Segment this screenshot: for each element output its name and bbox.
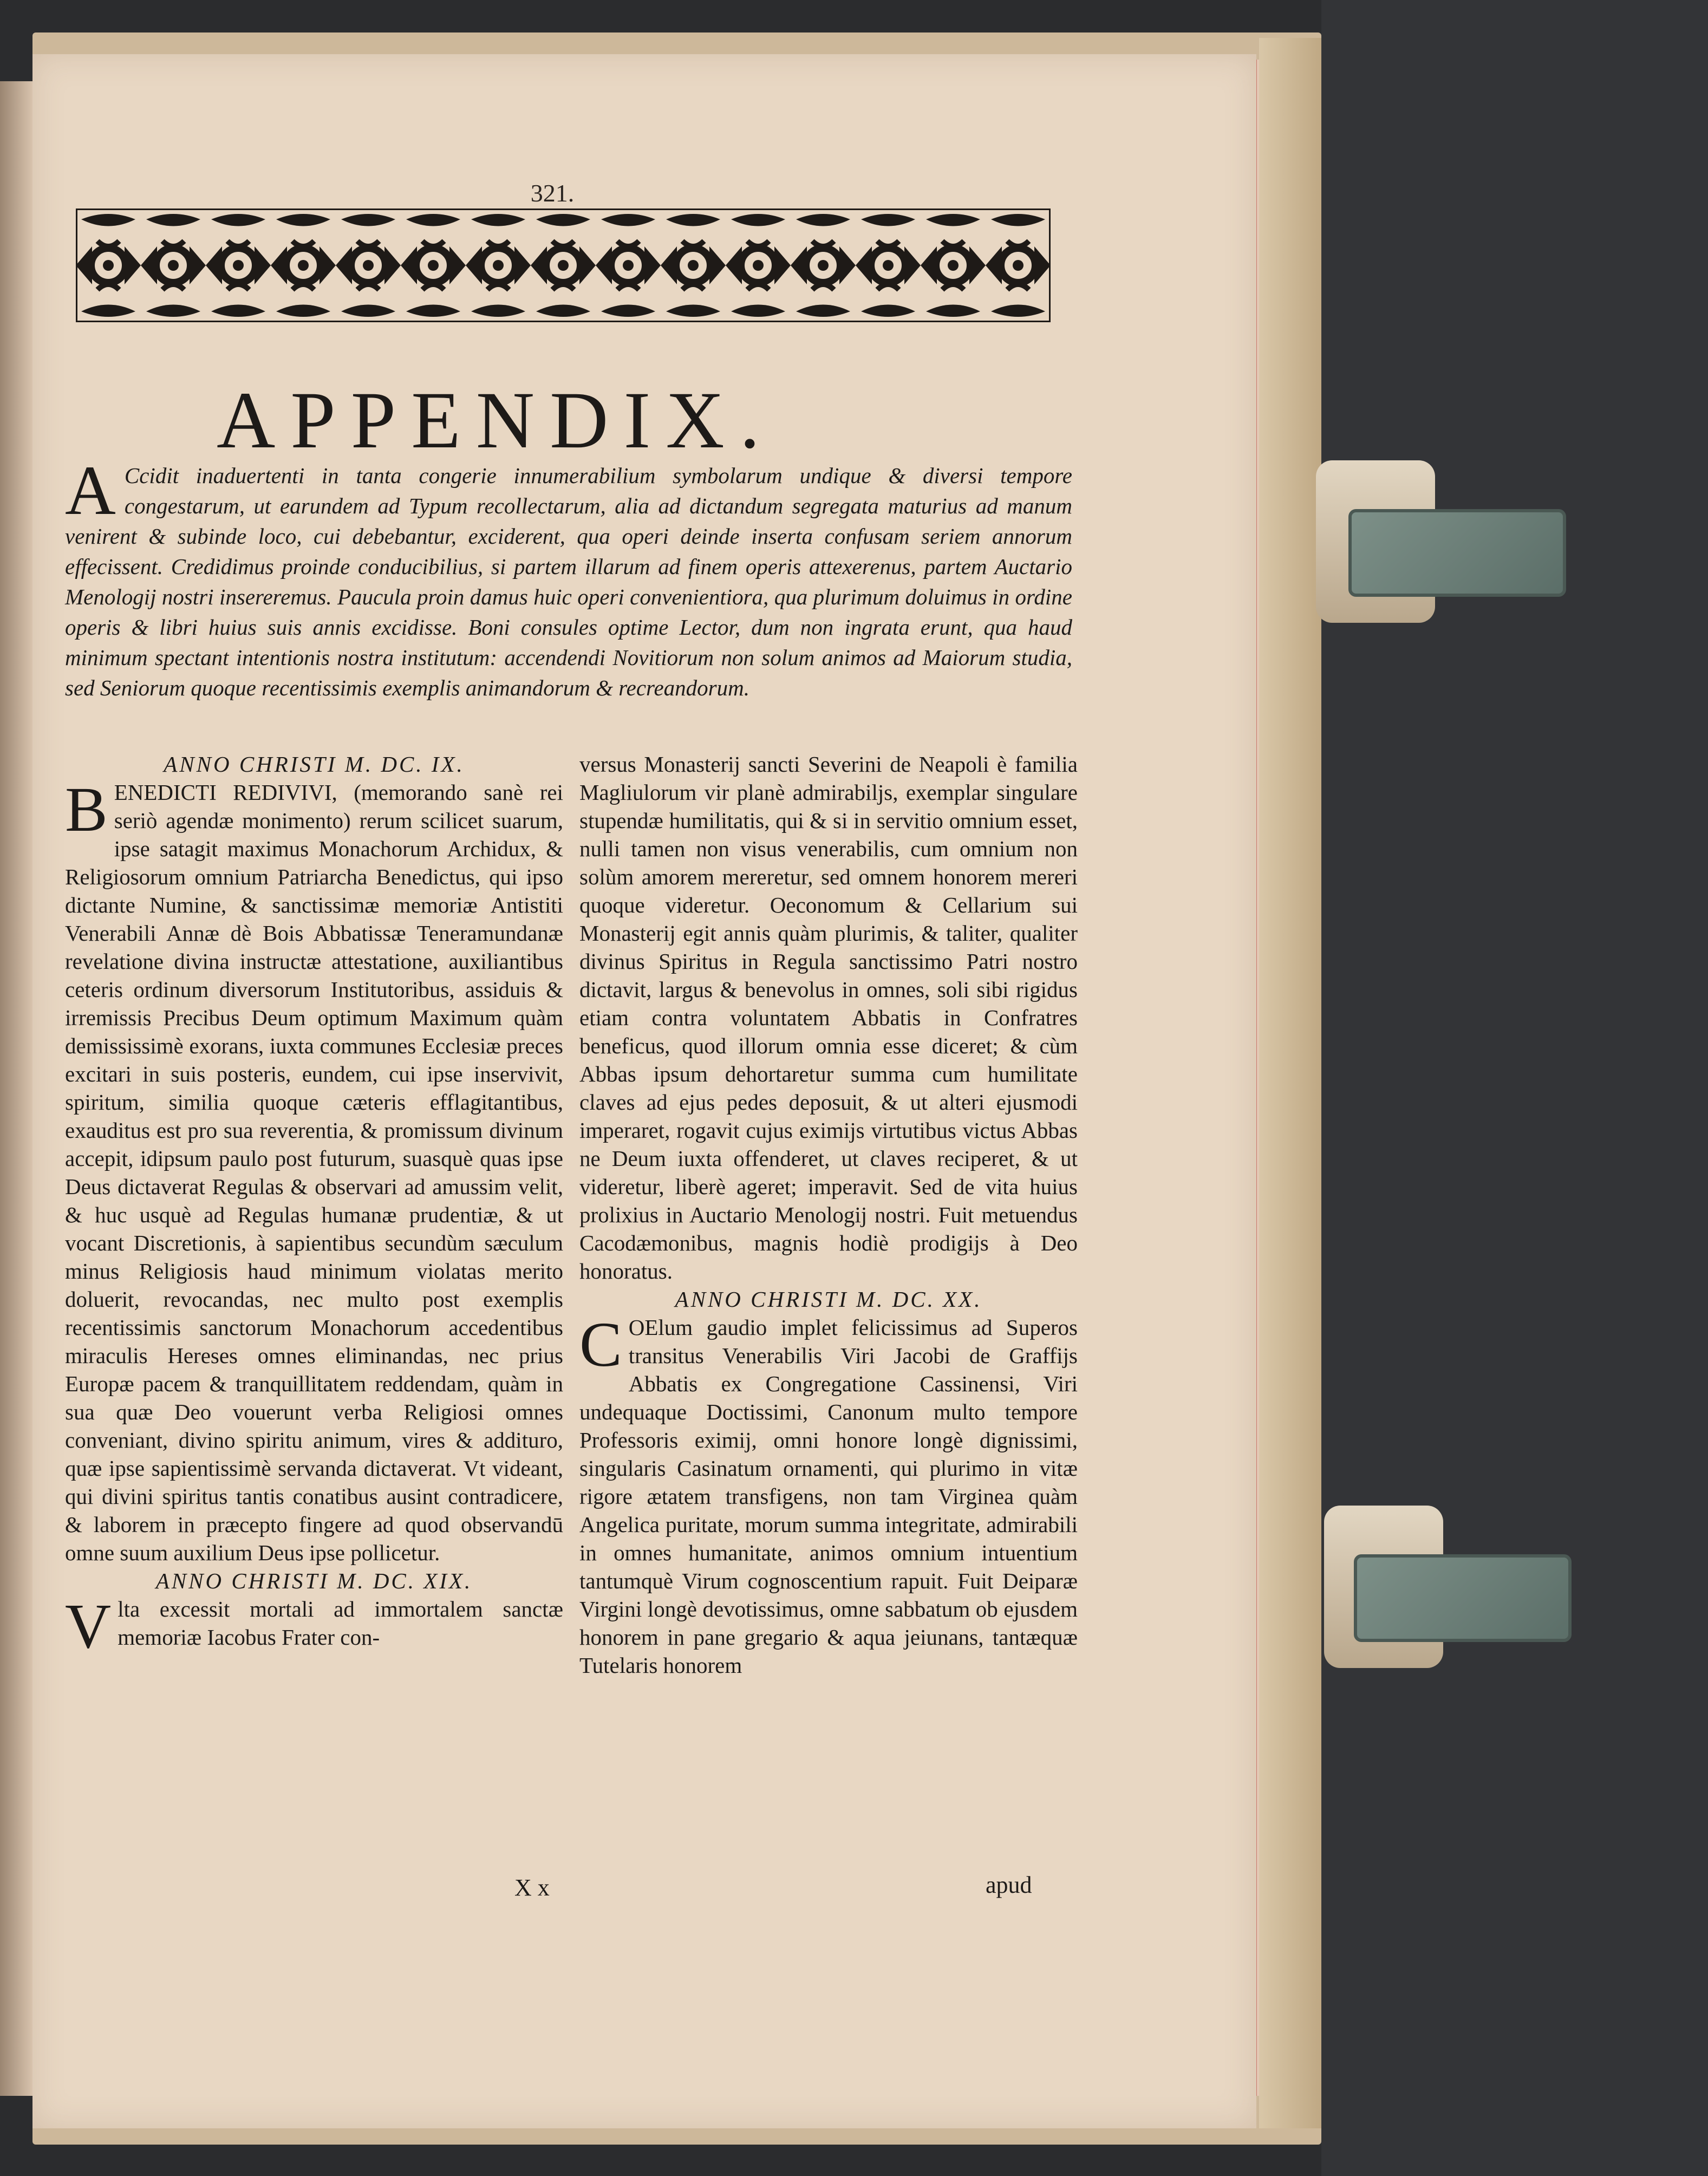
entry-1619-text: lta excessit mortali ad immortalem sanctæ memoriæ Iacobus Frater con-: [118, 1597, 563, 1650]
left-page-edge: [0, 81, 32, 2096]
lower-clasp-metal-icon: [1354, 1554, 1572, 1642]
year-heading-1609: ANNO CHRISTI M. DC. IX.: [164, 752, 465, 777]
intro-initial: A: [65, 452, 116, 530]
right-column: [579, 750, 1078, 1679]
entry-1620-text: OElum gaudio implet felicissimus ad Superos transitus Venerabilis Viri Jacobi de Graffijs Abbatis ex Congregatione Cassinensi, Viri undequaque Doctissimi, Canonum multo tempore Professoris eximij, omni honore longè dignissimi, singularis Casinatum ornamenti, qui plurimo in vitæ rigore ætatem transfigens, non tam Virginea quàm Angelica puritate, morum summa integritate, admirabili in omnes humanitate, animos omnium intuentium tantumquè Virum cognoscentium rapuit. Fuit Deiparæ Virgini longè devotissimus, omne sabbatum ob ejusdem honorem in pane gregario & aqua jeiunans, tantæquæ Tutelaris honorem: [579, 1315, 1078, 1678]
year-heading-1620: ANNO CHRISTI M. DC. XX.: [675, 1287, 982, 1312]
entry-1609: [65, 774, 563, 1567]
year-heading-1619: ANNO CHRISTI M. DC. XIX.: [155, 1568, 473, 1593]
vellum-fore-edge: [1259, 38, 1321, 2128]
entry-1609-initial: B: [65, 774, 108, 845]
catchword: apud: [986, 1872, 1032, 1898]
intro-paragraph: [65, 452, 1072, 703]
intro-text: Ccidit inaduertenti in tanta congerie innumerabilium symbolarum undique & diversi tempore congestarum, ut earundem ad Typum recollectarum, alia ad dictandum segregata maturius ad manum venirent & subinde loco, cui debebantur, exciderent, qua operi deinde inserta confusam seriem annorum effecissent. Credidimus proinde conducibilius, si partem illarum ad finem operis attexerenus, partem Auctario Menologij nostri insereremus. Paucula proin damus huic operi convenientiora, qua plurimum doluimus in ordine operis & libri huius suis annis excidisse. Boni consules optime Lector, dum non ingrata erunt, qua haud minimum spectant intentionis nostra institutum: accendendi Novitiorum non solum animos ad Maiorum studia, sed Seniorum quoque recentissimis exemplis animandorum & recreandorum.: [65, 463, 1072, 700]
entry-1620-initial: C: [579, 1309, 622, 1380]
signature-mark: X x: [514, 1874, 550, 1901]
entry-1619-continued: versus Monasterij sancti Severini de Neapoli è familia Magliulorum vir planè admirabiljs, exemplar singulare stupendæ humilitatis, qui & si in servitio omnium esset, nulli tamen non visus venerabilis, cum omnium non solùm amorem mereretur, sed omnem honorem mereri quoque videretur. Oeconomum & Cellarium sui Monasterij egit annis quàm plurimis, & taliter, qualiter divinus Spiritus in Regula sanctissimo Patri nostro dictavit, largus & benevolus in omnes, soli sibi rigidus etiam contra voluntatem Abbatis in Confratres beneficus, quod illorum omnia esse diceret; & cùm Abbas ipsum dehortaretur summa cum humilitate claves ad ejus pedes deposuit, & ut alteri ejusmodi imperaret, rogavit cujus eximijs virtutibus victus Abbas ne Deum iuxta offenderet, ut claves reciperet, & ut videretur, liberè ageret; imperavit. Sed de vita huius prolixius in Auctario Menologij nostri. Fuit metuendus Cacodæmonibus, magnis hodiè prodigijs à Deo honoratus.: [579, 752, 1078, 1284]
entry-1620: [579, 1309, 1078, 1679]
ornamental-headpiece-icon: [76, 209, 1051, 322]
page-number: 321.: [530, 179, 575, 207]
entry-1619-initial: V: [65, 1591, 112, 1662]
entry-1619: [65, 1591, 563, 1662]
entry-1609-text: ENEDICTI REDIVIVI, (memorando sanè rei seriò agendæ monimento) rerum scilicet suarum, ipse satagit maximus Monachorum Archidux, & Religiosorum omnium Patriarcha Benedictus, qui ipso dictante Numine, & sanctissimæ memoriæ Antistiti Venerabili Annæ dè Bois Abbatissæ Teneramundanæ revelatione divina instructæ attestatione, auxiliantibus ceteris ordinum diversorum Institutoribus, assiduis & irremissis Precibus Deum optimum Maximum quàm demississimè exorans, iuxta communes Ecclesiæ preces excitari in suis posteris, eundem, cui ipse inservivit, spiritum, similia quoque cæteris efflagitantibus, exauditus est pro sua reverentia, & promissum divinum accepit, idipsum paulo post futurum, suasquè quas ipse Deus dictaverat Regulas & observari ad amussim velit, & huc usquè ad Regulas humanæ prudentiæ, & ut vocant Discretionis, à sapientibus secundùm sæculum minus Religiosis haud minimum violatas merito doluerit, revocandas, nec multo post exemplis recentissimis sanctorum Monachorum accedentibus miraculis Hereses omnes eliminandas, nec prius Europæ pacem & tranquillitatem reddendam, quàm in sua quæ Deo vouerunt verba Religiosi omnes conveniant, divino spiritu animum, vires & addituro, quæ ipse sapientissimè servanda dictaverat. Vt videant, qui divini spiritus tantis conatibus ausint contradicere, & laborem in præcepto fingere ad quod observandū omne suum auxilium Deus ipse pollicetur.: [65, 780, 563, 1565]
left-column: [65, 750, 563, 1662]
dark-backdrop: [1321, 0, 1708, 2176]
upper-clasp-metal-icon: [1348, 509, 1566, 597]
page-title: APPENDIX.: [217, 375, 775, 465]
